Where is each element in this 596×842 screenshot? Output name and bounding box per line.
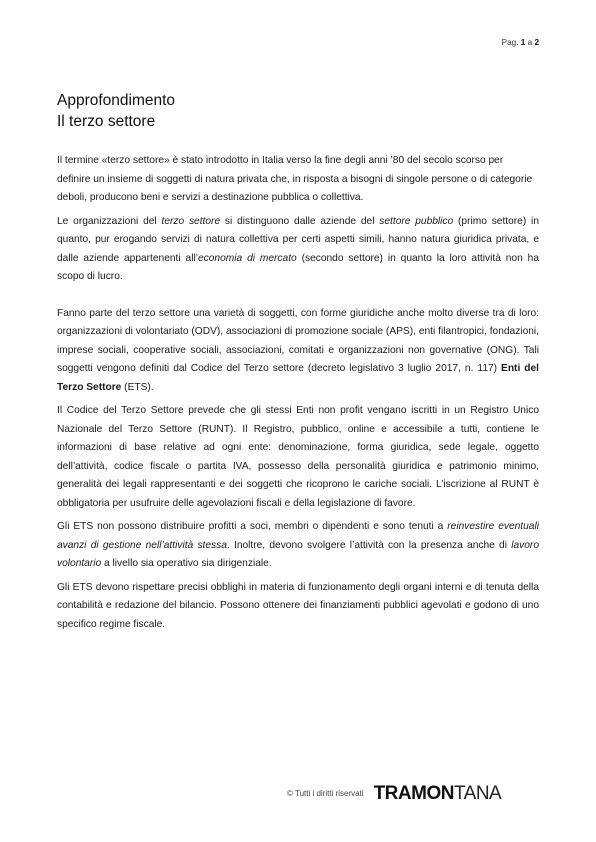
paragraph-5-emphasis-reinvestire: reinvestire eventuali avanzi di gestione nell’attività stessa <box>57 521 539 551</box>
paragraph-2-emphasis-terzo-settore: terzo settore <box>161 215 221 227</box>
paragraph-4: Il Codice del Terzo Settore prevede che gli stessi Enti non profit vengano iscritti in un Registro Unico Nazionale del Terzo Settore (RUNT). Il Registro, pubblico, online e accessibile a tutti, contiene le informazioni di base relative ad ogni ente: denominazione, forma giuridica, sede legale, oggetto dell’attività, codice fiscale o partita IVA, possesso della personalità giuridica e patrimonio minimo, generalità dei legali rappresentanti e dei soggetti che ricoprono le cariche sociali. L’iscrizione al RUNT è obbligatoria per usufruire delle agevolazioni fiscali e della legislazione di favore. <box>57 405 539 509</box>
paragraph-2-emphasis-economia-di-mercato: economia di mercato <box>198 252 297 264</box>
paragraph-1: Il termine «terzo settore» è stato introdotto in Italia verso la fine degli anni ’80 del secolo scorso per definire un insieme di soggetti di natura privata che, in risposta a bisogni di singole persone o di categorie deboli, producono beni e servizi a destinazione pubblica o collettiva. <box>57 155 533 203</box>
paragraph-2-text-g: (secondo settore) in quanto la loro attività non ha scopo di lucro. <box>57 252 539 282</box>
article-body <box>57 152 539 639</box>
paragraph-2-text-c: si distinguono dalle aziende del <box>220 215 380 227</box>
paragraph-3 <box>57 305 539 398</box>
paragraph-2 <box>57 213 539 287</box>
page-total: 2 <box>534 38 539 47</box>
title-line-1: Approfondimento <box>57 92 176 109</box>
paragraph-2-emphasis-settore-pubblico: settore pubblico <box>379 215 454 227</box>
paragraph-2-text-e: (primo settore) in quanto, pur erogando servizi di natura collettiva per certi aspetti simili, hanno natura giuridica privata, e dalle aziende appartenenti all’ <box>57 215 539 264</box>
page-current: 1 <box>520 38 526 47</box>
paragraph-5-text-a: Gli ETS non possono distribuire profitti a soci, membri o dipendenti e sono tenuti a <box>57 521 448 532</box>
paragraph-6: Gli ETS devono rispettare precisi obblighi in materia di funzionamento degli organi interni e di tenuta della contabilità e redazione del bilancio. Possono ottenere dei finanziamenti pubblici agevolati e godono di uno specifico regime fiscale. <box>57 581 539 630</box>
publisher-logo <box>374 784 502 803</box>
paragraph-5 <box>57 518 539 574</box>
paragraph-3-text-c: (ETS). <box>121 381 154 393</box>
logo-text-light: TANA <box>453 783 502 804</box>
page-prefix: Pag. <box>501 38 519 47</box>
paragraph-5-emphasis-lavoro-volontario: lavoro volontario <box>57 539 539 569</box>
copyright-notice: © Tutti i diritti riservati <box>287 789 364 798</box>
title-line-2: Il terzo settore <box>57 113 156 130</box>
paragraph-2-text-a: Le organizzazioni del <box>57 215 162 227</box>
page-footer <box>287 784 501 803</box>
paragraph-3-text-a: Fanno parte del terzo settore una varietà di soggetti, con forme giuridiche anche molto diverse tra di loro: organizzazioni di volontariato (ODV), associazioni di promozione sociale (APS), enti filantropici, fondazioni, imprese sociali, cooperative sociali, associazioni, comitati e organizzazioni non governative (ONG). Tali soggetti vengono definiti dal Codice del Terzo settore (decreto legislativo 3 luglio 2017, n. 117) <box>57 307 539 374</box>
paragraph-3-bold-ets: Enti del Terzo Settore <box>57 363 539 393</box>
paragraph-5-text-e: a livello sia operativo sia dirigenziale. <box>101 558 272 569</box>
page-title <box>57 90 175 132</box>
page-separator: a <box>527 38 533 47</box>
logo-text-bold: TRAMON <box>373 783 454 804</box>
paragraph-5-text-c: . Inoltre, devono svolgere l’attività con la presenza anche di <box>226 539 512 551</box>
page-number <box>502 38 539 47</box>
